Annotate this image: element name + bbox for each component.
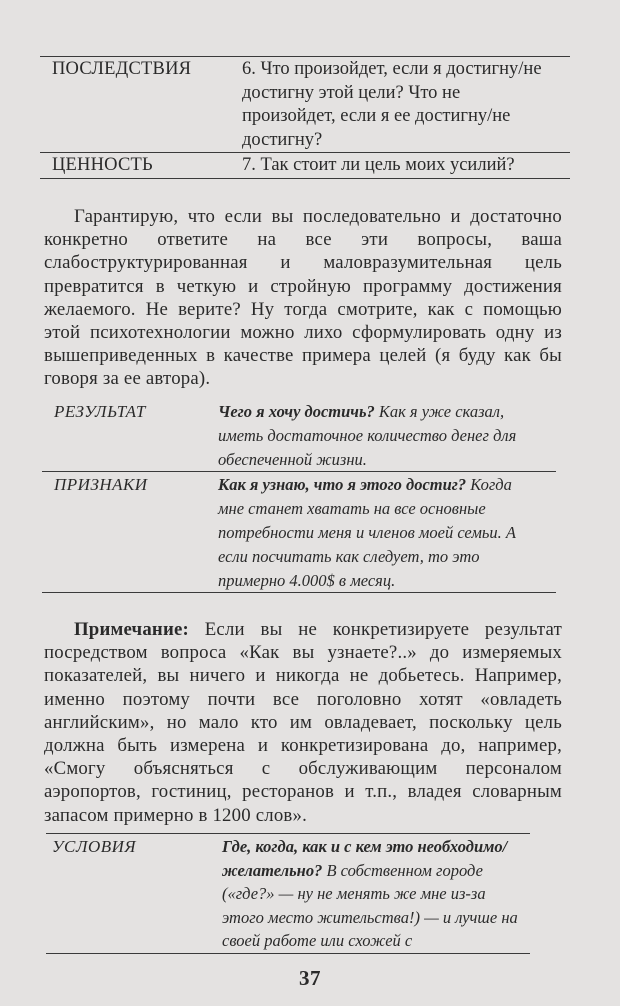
row-label: ЦЕННОСТЬ [52, 155, 153, 175]
row-answer: Как я уже сказал, иметь достаточное количество денег для обеспеченной жизни. [218, 402, 517, 469]
row-label: ПОСЛЕДСТВИЯ [52, 59, 192, 79]
note-paragraph [44, 618, 562, 827]
table-row [40, 152, 570, 179]
page-number: 37 [299, 966, 321, 990]
row-text: 7. Так стоит ли цель моих усилий? [242, 155, 515, 175]
row-label: ПРИЗНАКИ [54, 475, 148, 495]
paragraph: Гарантирую, что если вы последовательно и достаточно конкретно ответите на все эти вопросы, ваша слабоструктурированная и маловразумительная цель превратится в четкую и стройную программу достижения желаемого. Не верите? Ну тогда смотрите, как с помощью этой психотехнологии можно лихо сформулировать одну из вышеприведенных в качестве примера целей (я буду как бы говоря за ее автора). [44, 206, 562, 390]
table-row [40, 56, 570, 152]
table-row [42, 399, 556, 471]
note-lead: Примечание: [74, 619, 189, 640]
row-question: Где, когда, как и с кем это необходимо/желательно? [222, 837, 508, 880]
row-question: Как я узнаю, что я этого достиг? [218, 475, 467, 495]
note-text: Если вы не конкретизируете результат посредством вопроса «Как вы узнаете?..» до измеряемых показателей, вы ничего и никогда не добьетесь. Например, именно поэтому почти все поголовно хотят «овладеть английским», но мало кто им овладевает, поскольку цель должна быть измерена и конкретизирована до, например, «Смогу объясняться с обслуживающим персоналом аэропортов, гостиниц, ресторанов и т.п., владея словарным запасом примерно в 1200 слов». [44, 619, 562, 826]
row-text: 6. Что произойдет, если я достигну/не достигну этой цели? Что не произойдет, если я ее достигну/не достигну? [242, 59, 542, 150]
conditions-table [46, 833, 530, 954]
goals-table-top [40, 56, 570, 179]
row-text [218, 400, 556, 471]
row-answer: В собственном городе («где?» — ну не менять же мне из-за этого место жительства!) — и лучше на своей работе или схожей с [222, 860, 518, 951]
table-row [42, 471, 556, 593]
row-text [218, 473, 556, 592]
example-table [42, 399, 556, 593]
row-question: Чего я хочу достичь? [218, 402, 375, 421]
row-label: УСЛОВИЯ [52, 837, 137, 856]
row-answer: Когда мне станет хватать на все основные потребности меня и членов моей семьи. А если посчитать как следует, то это примерно 4.000$ в месяц. [218, 475, 516, 590]
row-label: РЕЗУЛЬТАТ [54, 402, 146, 421]
row-text [222, 835, 530, 953]
table-row [46, 833, 530, 954]
